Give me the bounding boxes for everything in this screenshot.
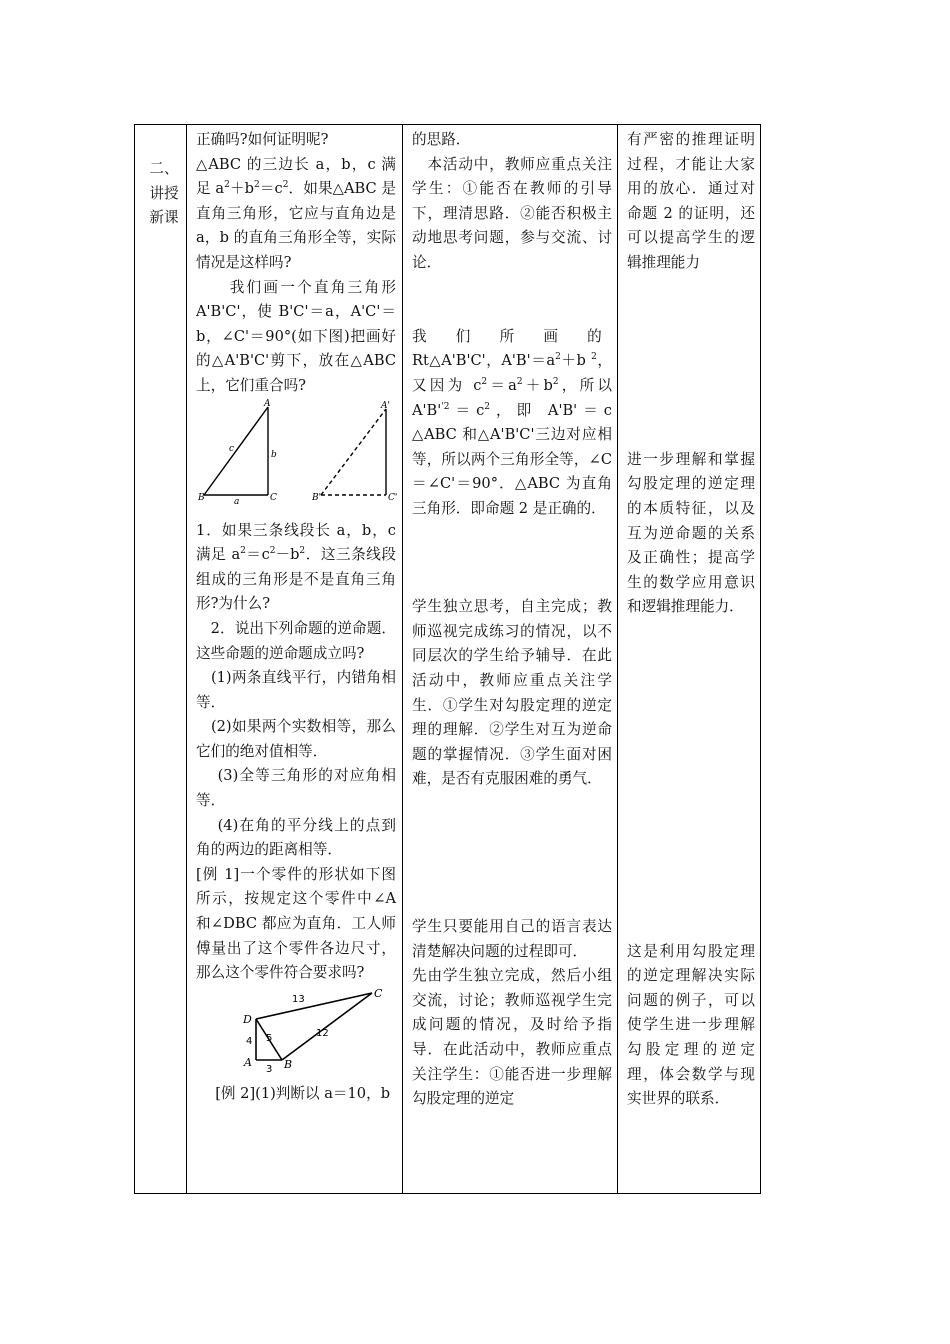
design-intent-column [627, 128, 755, 1112]
content-paragraph: 1．如果三条线段长 a，b，c 满足 $a^2=c^2-b^2$．这三条线段组成的三角形是不是直角三角形?为什么? [196, 521, 396, 613]
column-divider [402, 125, 403, 1193]
content-paragraph: [例 2](1)判断以 a＝10，b [196, 1084, 391, 1102]
content-paragraph: (1)两条直线平行，内错角相等． [196, 669, 396, 711]
svg-text:A: A [264, 398, 271, 409]
column-divider [186, 125, 187, 1193]
activity-paragraph: 的思路． [412, 131, 471, 148]
student-activity-column [412, 128, 612, 1112]
svg-text:b: b [271, 449, 277, 460]
svg-text:A': A' [381, 400, 390, 411]
section-label-line: 讲授 [149, 184, 179, 202]
content-paragraph: 2．说出下列命题的逆命题．这些命题的逆命题成立吗? [196, 619, 396, 662]
intent-paragraph: 进一步理解和掌握勾股定理的逆定理的本质特征，以及互为逆命题的关系及正确性；提高学生的数学应用意识和逻辑推理能力． [627, 450, 755, 616]
intent-paragraph: 有严密的推理证明过程，才能让大家用的放心．通过对命题 2 的证明，还可以提高学生的逻辑推理能力 [627, 131, 755, 271]
svg-text:a: a [234, 496, 240, 507]
svg-text:C': C' [388, 492, 398, 503]
activity-paragraph: 先由学生独立完成，然后小组交流，讨论；教师巡视学生完成问题的情况，及时给予指导．在此活动中，教师应重点关注学生：①能否进一步理解勾股定理的逆定 [412, 967, 612, 1108]
svg-text:D: D [243, 1012, 252, 1026]
svg-text:B': B' [312, 492, 322, 503]
svg-text:B: B [198, 492, 205, 503]
section-label [143, 157, 185, 231]
section-label-line: 新课 [149, 209, 179, 227]
column-divider [617, 125, 618, 1193]
content-paragraph: 我们画一个直角三角形 A'B'C'，使 B'C'＝a，A'C'＝b，∠C'＝90°(如下图)把画好的△A'B'C'剪下，放在△ABC 上，它们重合吗? [196, 278, 396, 394]
activity-paragraph: 我 们 所 画 的 Rt△A'B'C'，$A'B'=a^2+b$ $^2$，又因为 $c^2=a^2+b^2$，所以 $A'B'^{'2}=c^2$，即 A'B'＝c △ABC 和△A'B'C'三边对应相等，所以两个三角形全等，∠C＝∠C'＝90°．△ABC 为直角三角形．即命题 2 是正确的． [412, 327, 612, 517]
content-paragraph: (2)如果两个实数相等，那么它们的绝对值相等． [196, 718, 396, 760]
content-paragraph: (4)在角的平分线上的点到角的两边的距离相等． [196, 816, 396, 859]
svg-text:4: 4 [246, 1035, 253, 1047]
section-label-line: 二、 [149, 160, 179, 177]
content-paragraph: △ABC 的三边长 a，b，c 满足 $a^2+b^2=c^2$．如果△ABC 是直角三角形，它应与直角边是 a，b 的直角三角形全等，实际情况是这样吗? [196, 155, 396, 271]
svg-text:B: B [284, 1057, 293, 1071]
part-figure [196, 986, 396, 1082]
content-paragraph: [例 1]一个零件的形状如下图所示，按规定这个零件中∠A 和∠DBC 都应为直角．工人师傅量出了这个零件各边尺寸，那么这个零件符合要求吗? [196, 865, 396, 982]
content-paragraph: (3)全等三角形的对应角相等． [196, 767, 396, 810]
svg-text:13: 13 [292, 993, 305, 1005]
svg-text:C: C [270, 492, 277, 503]
svg-text:3: 3 [266, 1063, 273, 1075]
svg-text:5: 5 [266, 1032, 273, 1044]
svg-text:C: C [374, 986, 383, 1000]
intent-paragraph: 这是利用勾股定理的逆定理解决实际问题的例子，可以使学生进一步理解勾股定理的逆定理，体会数学与现实世界的联系． [627, 942, 755, 1108]
lesson-table [134, 124, 761, 1194]
svg-text:12: 12 [316, 1027, 329, 1039]
svg-text:A: A [244, 1055, 252, 1069]
content-paragraph: 正确吗?如何证明呢? [196, 131, 329, 148]
activity-paragraph: 学生独立思考，自主完成；教师巡视完成练习的情况，以不同层次的学生给予辅导．在此活动中，教师应重点关注学生．①学生对勾股定理的逆定理的理解．②学生对互为逆命题的掌握情况．③学生面对困难，是否有克服困难的勇气． [412, 598, 612, 788]
teaching-content-column [196, 128, 396, 1106]
activity-paragraph: 本活动中，教师应重点关注学生：①能否在教师的引导下，理清思路．②能否积极主动地思考问题，参与交流、讨论． [412, 155, 612, 271]
triangle-figure [196, 399, 396, 519]
activity-paragraph: 学生只要能用自己的语言表达清楚解决问题的过程即可． [412, 918, 612, 960]
svg-text:c: c [229, 443, 235, 454]
